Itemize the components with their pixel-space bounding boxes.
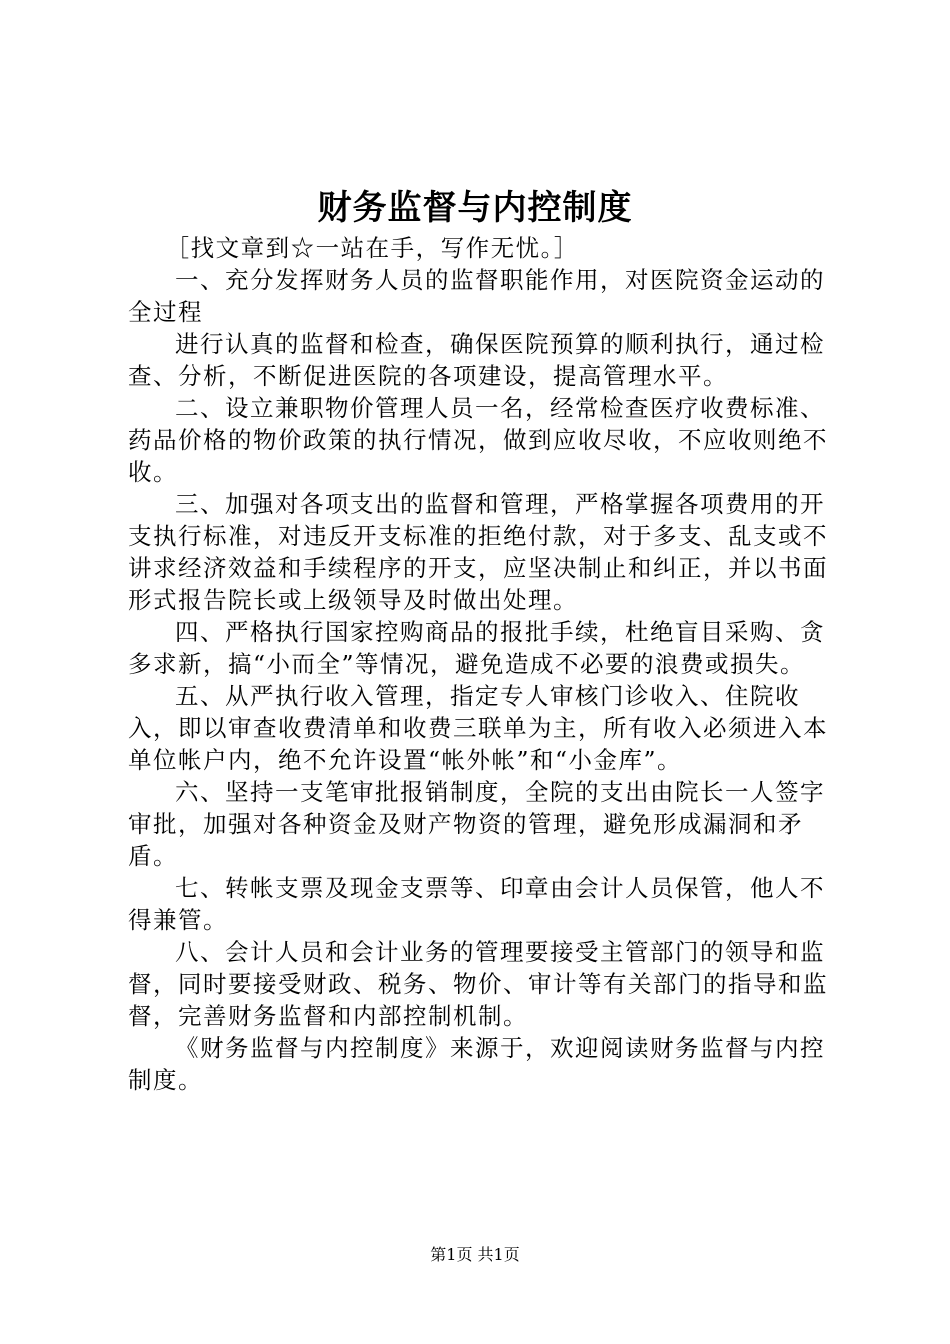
paragraph-3: 三、加强对各项支出的监督和管理，严格掌握各项费用的开支执行标准，对违反开支标准的拒绝付款，对于多支、乱支或不讲求经济效益和手续程序的开支，应坚决制止和纠正，并以书面形式报告院长或上级领导及时做出处理。 xyxy=(128,490,828,614)
paragraph-8: 八、会计人员和会计业务的管理要接受主管部门的领导和监督，同时要接受财政、税务、物价、审计等有关部门的指导和监督，完善财务监督和内部控制机制。 xyxy=(128,938,828,1030)
paragraph-1-continued: 进行认真的监督和检查，确保医院预算的顺利执行，通过检查、分析，不断促进医院的各项建设，提高管理水平。 xyxy=(128,330,825,390)
paragraph-6: 六、坚持一支笔审批报销制度，全院的支出由院长一人签字审批，加强对各种资金及财产物资的管理，避免形成漏洞和矛盾。 xyxy=(128,778,825,870)
paragraph-4: 四、严格执行国家控购商品的报批手续，杜绝盲目采购、贪多求新，搞“小而全”等情况，避免造成不必要的浪费或损失。 xyxy=(128,618,825,678)
closing-paragraph: 《财务监督与内控制度》来源于，欢迎阅读财务监督与内控制度。 xyxy=(128,1034,825,1094)
paragraph-2: 二、设立兼职物价管理人员一名，经常检查医疗收费标准、药品价格的物价政策的执行情况，做到应收尽收，不应收则绝不收。 xyxy=(128,394,828,486)
paragraph-7: 七、转帐支票及现金支票等、印章由会计人员保管，他人不得兼管。 xyxy=(128,874,825,934)
paragraph-5: 五、从严执行收入管理，指定专人审核门诊收入、住院收入，即以审查收费清单和收费三联单为主，所有收入必须进入本单位帐户内，绝不允许设置“帐外帐”和“小金库”。 xyxy=(128,682,828,774)
intro-paragraph: ［找文章到☆一站在手，写作无忧。］ xyxy=(165,234,579,262)
page-number-footer: 第1页 共1页 xyxy=(430,1245,520,1264)
document-body xyxy=(128,232,834,1096)
paragraph-1: 一、充分发挥财务人员的监督职能作用，对医院资金运动的全过程 xyxy=(128,266,825,326)
document-title: 财务监督与内控制度 xyxy=(317,188,633,228)
